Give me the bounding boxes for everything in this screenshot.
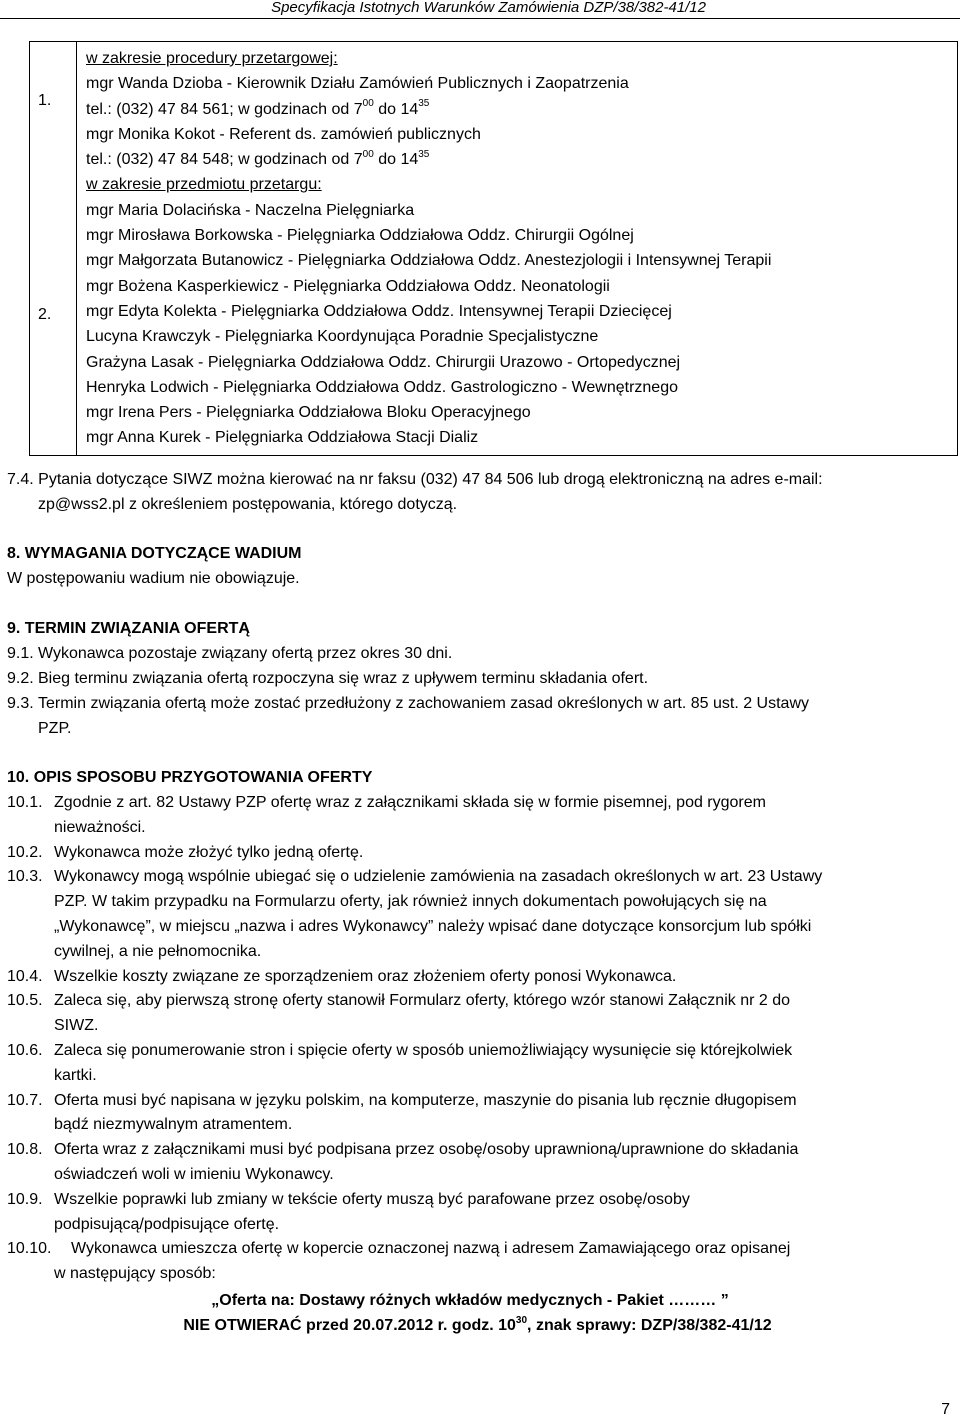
- contact-person-2: mgr Monika Kokot - Referent ds. zamówień publicznych: [86, 125, 481, 143]
- page-number: 7: [941, 1401, 950, 1418]
- person-line: mgr Anna Kurek - Pielęgniarka Oddziałowa Stacji Dializ: [86, 429, 479, 447]
- section-9-title: 9. TERMIN ZWIĄZANIA OFERTĄ: [7, 620, 250, 637]
- section-10-line: [7, 1190, 960, 1210]
- section-10-line: [7, 1016, 960, 1036]
- item-9-3: [7, 694, 960, 714]
- contacts-table: [29, 41, 958, 456]
- item-9-1: [7, 644, 960, 664]
- item-text: Oferta wraz z załącznikami musi być podpisana przez osobę/osoby uprawnioną/uprawnione do składania: [54, 1141, 799, 1159]
- item-text: SIWZ.: [54, 1017, 99, 1035]
- section-10-line: [7, 843, 960, 863]
- item-number: 10.3.: [7, 868, 43, 886]
- item-text: kartki.: [54, 1066, 97, 1084]
- open-text: NIE OTWIERAĆ przed 20.07.2012 r. godz. 10: [183, 1317, 516, 1334]
- item-text: Termin związania ofertą może zostać przedłużony z zachowaniem zasad określonych w art. 85 ust. 2 Ustawy: [38, 695, 810, 712]
- sup-hour: 00: [362, 148, 374, 160]
- item-number: 10.1.: [7, 794, 43, 811]
- section-10-line: [7, 1041, 960, 1061]
- item-text: Pytania dotyczące SIWZ można kierować na nr faksu (032) 47 84 506 lub drogą elektroniczną na adres e-mail:: [38, 471, 823, 488]
- subject-heading: w zakresie przedmiotu przetargu:: [86, 176, 322, 194]
- sup-minute: 35: [418, 98, 430, 110]
- section-10-line: [7, 1165, 960, 1185]
- item-number: 10.4.: [7, 967, 43, 985]
- section-10-line: [7, 917, 960, 937]
- item-text: oświadczeń woli w imieniu Wykonawcy.: [54, 1166, 334, 1183]
- offer-label-line: „Oferta na: Dostawy różnych wkładów medycznych - Pakiet ……… ”: [211, 1292, 729, 1309]
- item-text: Wykonawca pozostaje związany ofertą przez okres 30 dni.: [38, 645, 453, 662]
- person-line: mgr Bożena Kasperkiewicz - Pielęgniarka Oddziałowa Oddz. Neonatologii: [86, 277, 610, 295]
- table-divider: [76, 42, 77, 455]
- section-10-line: [7, 1091, 960, 1111]
- section-10-line: [7, 1264, 960, 1284]
- section-8-text: W postępowaniu wadium nie obowiązuje.: [7, 570, 300, 587]
- section-10-line: [7, 892, 960, 912]
- tel-text: tel.: (032) 47 84 548; w godzinach od 7: [86, 151, 363, 169]
- section-10-line: [7, 867, 960, 887]
- item-text: Wszelkie poprawki lub zmiany w tekście oferty muszą być parafowane przez osobę/osoby: [54, 1190, 690, 1208]
- item-number: 10.9.: [7, 1190, 43, 1208]
- item-number: 9.1.: [7, 645, 34, 662]
- section-7-4-cont: zp@wss2.pl z określeniem postępowania, którego dotyczą.: [38, 496, 458, 513]
- section-10-line: [7, 793, 960, 813]
- person-line: mgr Maria Dolacińska - Naczelna Pielęgniarka: [86, 201, 415, 219]
- person-line: mgr Mirosława Borkowska - Pielęgniarka Oddziałowa Oddz. Chirurgii Ogólnej: [86, 227, 634, 245]
- item-number: 9.2.: [7, 670, 34, 687]
- item-text: Zaleca się, aby pierwszą stronę oferty stanowił Formularz oferty, którego wzór stanowi Załącznik nr 2 do: [54, 992, 790, 1010]
- section-10-line: [7, 1215, 960, 1235]
- section-10-line: [7, 942, 960, 962]
- row-number-1: 1.: [38, 92, 52, 109]
- row-number-2: 2.: [38, 306, 52, 323]
- section-10-title: 10. OPIS SPOSOBU PRZYGOTOWANIA OFERTY: [7, 769, 373, 786]
- item-text: Wykonawca może złożyć tylko jedną ofertę.: [54, 843, 364, 861]
- item-text: cywilnej, a nie pełnomocnika.: [54, 942, 262, 960]
- section-10-line: [7, 818, 960, 838]
- item-9-2: [7, 669, 960, 689]
- item-text: Zgodnie z art. 82 Ustawy PZP ofertę wraz z załącznikami składa się w formie pisemnej, pod rygorem: [54, 794, 766, 811]
- sup-minute: 35: [418, 148, 430, 160]
- section-8-title: 8. WYMAGANIA DOTYCZĄCE WADIUM: [7, 545, 302, 562]
- page-header: Specyfikacja Istotnych Warunków Zamówienia DZP/38/382-41/12: [271, 0, 706, 16]
- item-number: 9.3.: [7, 695, 34, 712]
- person-line: Grażyna Lasak - Pielęgniarka Oddziałowa Oddz. Chirurgii Urazowo - Ortopedycznej: [86, 353, 681, 371]
- open-case: , znak sprawy: DZP/38/382-41/12: [527, 1317, 772, 1334]
- item-number: 10.5.: [7, 992, 43, 1010]
- item-text: Bieg terminu związania ofertą rozpoczyna się wraz z upływem terminu składania ofert.: [38, 670, 649, 687]
- section-7-4: [7, 470, 960, 490]
- item-text: Oferta musi być napisana w języku polskim, na komputerze, maszynie do pisania lub ręcznie długopisem: [54, 1091, 797, 1109]
- person-line: mgr Edyta Kolekta - Pielęgniarka Oddziałowa Oddz. Intensywnej Terapii Dziecięcej: [86, 302, 672, 320]
- person-line: mgr Małgorzata Butanowicz - Pielęgniarka Oddziałowa Oddz. Anestezjologii i Intensywnej Terapii: [86, 252, 772, 270]
- contact-person-1: mgr Wanda Dzioba - Kierownik Działu Zamówień Publicznych i Zaopatrzenia: [86, 75, 629, 93]
- open-sup: 30: [515, 1314, 528, 1326]
- item-number: 10.10.: [7, 1240, 52, 1258]
- section-10-line: [7, 1066, 960, 1086]
- item-number: 10.7.: [7, 1091, 43, 1109]
- person-line: Henryka Lodwich - Pielęgniarka Oddziałowa Oddz. Gastrologiczno - Wewnętrznego: [86, 378, 678, 396]
- item-9-3-cont: PZP.: [38, 720, 72, 737]
- person-line: Lucyna Krawczyk - Pielęgniarka Koordynująca Poradnie Specjalistyczne: [86, 328, 599, 346]
- tel-text: tel.: (032) 47 84 561; w godzinach od 7: [86, 100, 363, 118]
- item-text: w następujący sposób:: [54, 1265, 216, 1283]
- contact-tel-1: [86, 97, 953, 122]
- item-text: bądź niezmywalnym atramentem.: [54, 1116, 293, 1134]
- tel-to: do 14: [373, 100, 419, 118]
- tel-to: do 14: [373, 151, 419, 169]
- header-rule: [0, 18, 960, 19]
- procedure-heading: w zakresie procedury przetargowej:: [86, 50, 338, 67]
- item-text: Wykonawca umieszcza ofertę w kopercie oznaczonej nazwą i adresem Zamawiającego oraz opisanej: [71, 1240, 791, 1258]
- item-text: Zaleca się ponumerowanie stron i spięcie oferty w sposób uniemożliwiający wysunięcie się którejkolwiek: [54, 1042, 793, 1059]
- item-text: Wszelkie koszty związane ze sporządzeniem oraz złożeniem oferty ponosi Wykonawca.: [54, 967, 677, 985]
- section-10-line: [7, 1115, 960, 1135]
- item-text: podpisującą/podpisujące ofertę.: [54, 1215, 280, 1233]
- item-text: „Wykonawcę”, w miejscu „nazwa i adres Wykonawcy” należy wpisać dane dotyczące konsorcjum lub spółki: [54, 918, 812, 935]
- item-number: 10.6.: [7, 1042, 43, 1059]
- section-10-line: [7, 1140, 960, 1160]
- item-text: Wykonawcy mogą wspólnie ubiegać się o udzielenie zamówienia na zasadach określonych w art. 23 Ustawy: [54, 868, 823, 886]
- contact-tel-2: [86, 147, 953, 172]
- sup-hour: 00: [362, 98, 374, 110]
- item-number: 10.8.: [7, 1141, 43, 1159]
- do-not-open-line: [0, 1316, 955, 1336]
- section-10-line: [7, 1239, 960, 1259]
- section-10-line: [7, 967, 960, 987]
- person-line: mgr Irena Pers - Pielęgniarka Oddziałowa Bloku Operacyjnego: [86, 404, 531, 422]
- item-number: 7.4.: [7, 471, 34, 488]
- item-number: 10.2.: [7, 843, 43, 861]
- item-text: nieważności.: [54, 818, 146, 836]
- item-text: PZP. W takim przypadku na Formularzu oferty, jak również innych dokumentach powołujących się na: [54, 893, 767, 911]
- section-10-line: [7, 991, 960, 1011]
